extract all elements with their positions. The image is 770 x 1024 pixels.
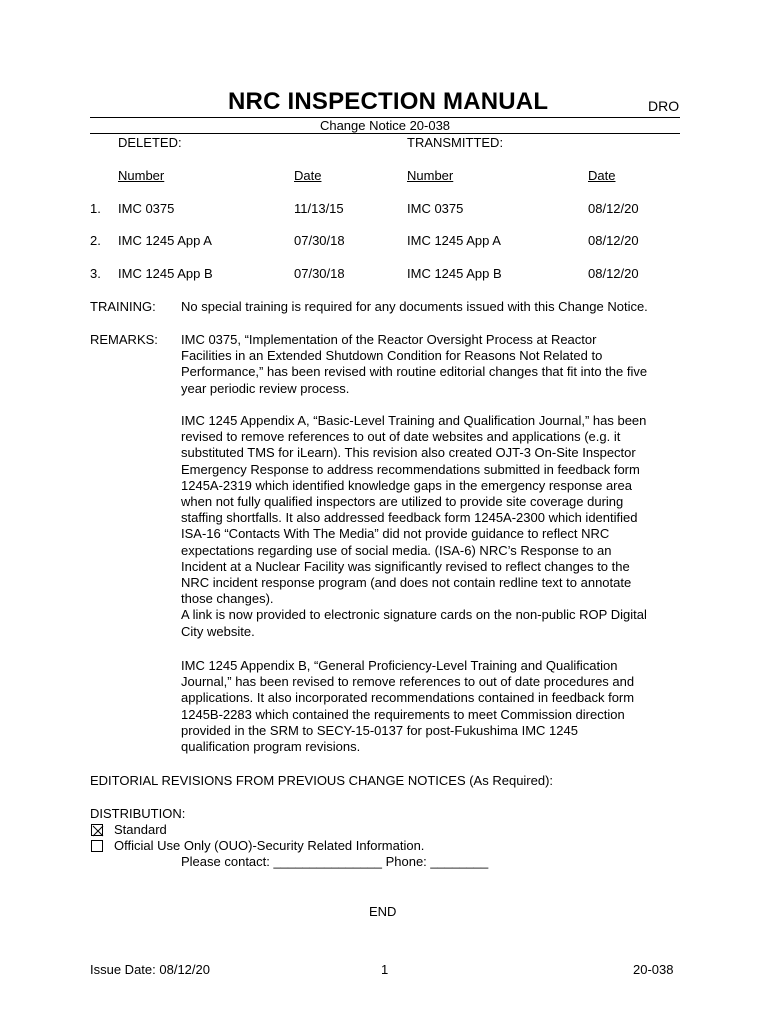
deleted-date: 07/30/18 <box>294 266 345 281</box>
contact-label: Please contact: <box>181 854 270 869</box>
col-date-deleted: Date <box>294 168 322 183</box>
remarks-paragraph-2: IMC 1245 Appendix A, “Basic-Level Training and Qualification Journal,” has been revised to remove references to out of date websites and applications (e.g. it substituted TMS for iLearn). This revision also created OJT-3 On-Site Inspector Emergency Response to address recommendations submitted in feedback form 1245A-2319 which identified knowledge gaps in the emergency response area when not fully qualified inspectors are utilized to provide site coverage during staffing shortfalls. It also addressed feedback form 1245A-2300 which identified ISA-16 “Contacts With The Media” did not provide guidance to reflect NRC expectations regarding use of social media. (ISA-6) NRC’s Response to an Incident at a Nuclear Facility was significantly revised to reflect changes to the NRC incident response program (and does not contain redline text to annotate those changes). A link is now provided to electronic signature cards on the non-public ROP Digital City website. <box>181 413 647 639</box>
deleted-label: DELETED: <box>118 135 182 150</box>
remarks-paragraph-3: IMC 1245 Appendix B, “General Proficiency-Level Training and Qualification Journal,” has been revised to remove references to out of date procedures and applications. It also incorporated recommendations contained in feedback form 1245B-2283 which contained the requirements to meet Commission direction provided in the SRM to SECY-15-0137 for post-Fukushima IMC 1245 qualification program revisions. <box>181 658 635 755</box>
transmitted-label: TRANSMITTED: <box>407 135 504 150</box>
transmitted-number: IMC 1245 App B <box>407 266 502 281</box>
distribution-label: DISTRIBUTION: <box>90 806 186 821</box>
checkmark-x-icon <box>92 825 104 837</box>
deleted-date: 07/30/18 <box>294 233 345 248</box>
transmitted-number: IMC 0375 <box>407 201 464 216</box>
page-number: 1 <box>381 962 389 977</box>
header-rule-bottom <box>90 133 680 134</box>
end-marker: END <box>369 904 397 919</box>
contact-blank[interactable]: _______________ <box>273 854 382 869</box>
row-index: 1. <box>90 201 101 216</box>
row-index: 3. <box>90 266 101 281</box>
deleted-number: IMC 0375 <box>118 201 175 216</box>
col-date-transmitted: Date <box>588 168 616 183</box>
office-code: DRO <box>648 98 680 114</box>
training-text: No special training is required for any documents issued with this Change Notice. <box>181 299 648 314</box>
change-notice: Change Notice 20-038 <box>319 118 451 133</box>
editorial-revisions-heading: EDITORIAL REVISIONS FROM PREVIOUS CHANGE NOTICES (As Required): <box>90 773 554 788</box>
issue-date: Issue Date: 08/12/20 <box>90 962 210 977</box>
ouo-checkbox[interactable] <box>91 840 103 852</box>
training-label: TRAINING: <box>90 299 156 314</box>
deleted-number: IMC 1245 App A <box>118 233 212 248</box>
deleted-date: 11/13/15 <box>294 201 344 216</box>
phone-label: Phone: <box>385 854 427 869</box>
contact-line <box>181 854 488 869</box>
deleted-number: IMC 1245 App B <box>118 266 213 281</box>
col-number-deleted: Number <box>118 168 165 183</box>
doc-number: 20-038 <box>633 962 674 977</box>
standard-label: Standard <box>114 822 167 837</box>
row-index: 2. <box>90 233 101 248</box>
remarks-paragraph-1: IMC 0375, “Implementation of the Reactor Oversight Process at Reactor Facilities in an Extended Shutdown Condition for Reasons Not Related to Performance,” has been revised with routine editorial changes that fit into the five year periodic review process. <box>181 332 648 396</box>
transmitted-number: IMC 1245 App A <box>407 233 501 248</box>
remarks-label: REMARKS: <box>90 332 158 347</box>
manual-title: NRC INSPECTION MANUAL <box>228 88 549 115</box>
ouo-label: Official Use Only (OUO)-Security Related Information. <box>114 838 425 853</box>
col-number-transmitted: Number <box>407 168 454 183</box>
transmitted-date: 08/12/20 <box>588 266 639 281</box>
transmitted-date: 08/12/20 <box>588 201 639 216</box>
transmitted-date: 08/12/20 <box>588 233 639 248</box>
phone-blank[interactable]: ________ <box>430 854 489 869</box>
standard-checkbox[interactable] <box>91 824 103 836</box>
